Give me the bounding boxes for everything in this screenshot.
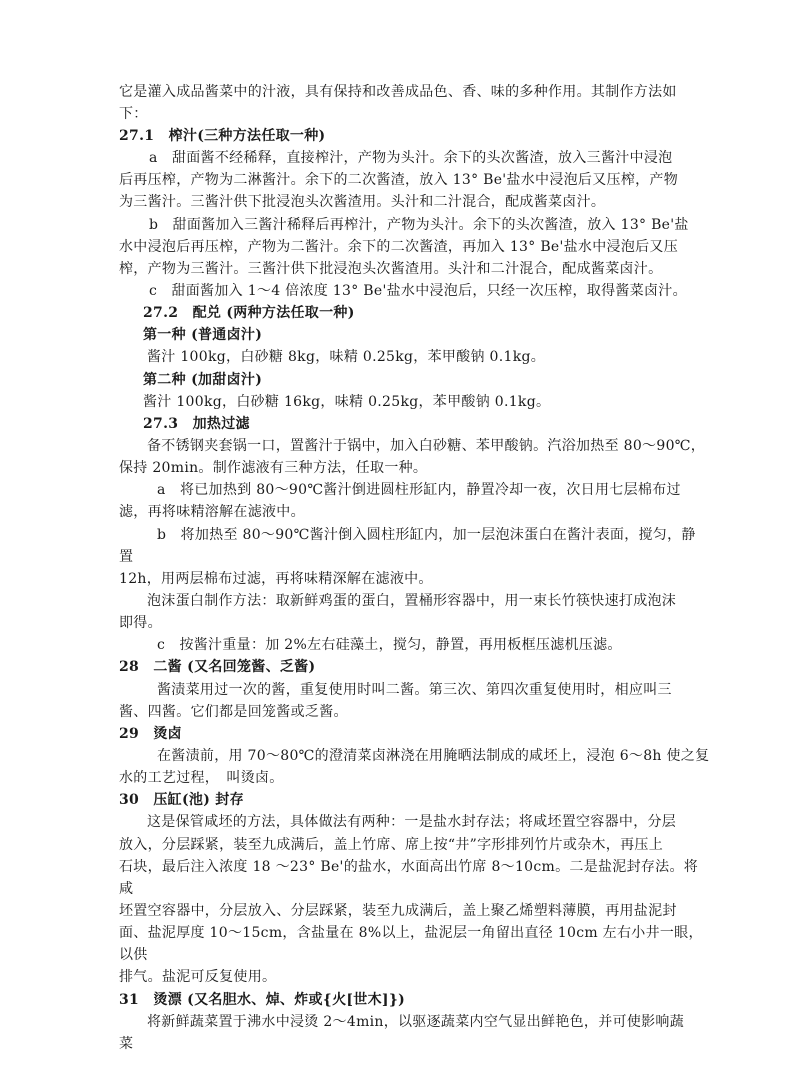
text-line: 石块，最后注入浓度 18 ～23° Be'的盐水，水面高出竹席 8～10cm。二是盐泥封存法。将 (119, 859, 699, 875)
text-line: 面、盐泥厚度 10～15cm，含盐量在 8%以上，盐泥层一角留出直径 10cm 左右小井一眼， (119, 925, 703, 941)
text-line: 酱、四酱。它们都是回笼酱或乏酱。 (119, 704, 348, 720)
text-line: 即得。 (119, 615, 162, 631)
text-line: 榨，产物为三酱汁。三酱汁供下批浸泡头次酱渣用。头汁和二汁混合，配成酱菜卤汁。 (119, 261, 663, 277)
text-line: 将新鲜蔬菜置于沸水中浸烫 2～4min，以驱逐蔬菜内空气显出鲜艳色，并可使影响蔬 (147, 1014, 685, 1030)
text-line: b 甜面酱加入三酱汁稀释后再榨汁，产物为头汁。余下的头次酱渣，放入 13° Be'盐 (149, 217, 689, 233)
subheading: 第二种 (加甜卤汁) (143, 372, 263, 388)
section-heading: 31 烫漂 (又名胆水、焯、炸或{火[世木]}) (119, 992, 406, 1008)
text-line: 为三酱汁。三酱汁供下批浸泡头次酱渣用。头汁和二汁混合，配成酱菜卤汁。 (119, 194, 606, 210)
text-line: 放入，分层踩紧，装至九成满后，盖上竹席、席上按“井”字形排列竹片或杂木，再压上 (119, 837, 664, 853)
text-line: 备不锈钢夹套锅一口，置酱汁于锅中，加入白砂糖、苯甲酸钠。汽浴加热至 80～90℃， (147, 438, 706, 454)
text-line: 排气。盐泥可反复使用。 (119, 969, 277, 985)
text-line: 水的工艺过程， 叫烫卤。 (119, 770, 284, 786)
section-heading: 28 二酱 (又名回笼酱、乏酱) (119, 659, 316, 675)
section-heading: 27.3 加热过滤 (143, 416, 250, 432)
text-line: 酱渍菜用过一次的酱，重复使用时叫二酱。第三次、第四次重复使用时，相应叫三 (157, 682, 672, 698)
subheading: 第一种 (普通卤汁) (143, 327, 263, 343)
text-line: 泡沫蛋白制作方法：取新鲜鸡蛋的蛋白，置桶形容器中，用一束长竹筷快速打成泡沫 (147, 593, 677, 609)
text-line: 在酱渍前，用 70～80℃的澄清菜卤淋浇在用腌晒法制成的咸坯上，浸泡 6～8h 使之复 (157, 748, 710, 764)
text-line: c 按酱汁重量：加 2%左右硅藻土，搅匀，静置，再用板框压滤机压滤。 (157, 637, 622, 653)
text-line: 酱汁 100kg，白砂糖 8kg，味精 0.25kg，苯甲酸钠 0.1kg。 (147, 349, 546, 365)
text-line: 以供 (119, 947, 148, 963)
text-line: a 甜面酱不经稀释，直接榨汁，产物为头汁。余下的头次酱渣，放入三酱汁中浸泡 (149, 150, 673, 166)
text-line: 酱汁 100kg，白砂糖 16kg，味精 0.25kg，苯甲酸钠 0.1kg。 (143, 394, 551, 410)
text-line: 滤，再将味精溶解在滤液中。 (119, 504, 305, 520)
text-line: 菜 (119, 1036, 134, 1052)
section-heading: 29 烫卤 (119, 726, 182, 742)
text-line: 坯置空容器中，分层放入、分层踩紧，装至九成满后，盖上聚乙烯塑料薄膜，再用盐泥封 (119, 903, 677, 919)
section-heading: 30 压缸(池) 封存 (119, 792, 244, 808)
section-heading: 27.2 配兑 (两种方法任取一种) (143, 305, 355, 321)
text-line: 后再压榨，产物为二淋酱汁。余下的二次酱渣，放入 13° Be'盐水中浸泡后又压榨，产物 (119, 172, 679, 188)
text-line: 这是保管咸坯的方法，具体做法有两种：一是盐水封存法；将咸坯置空容器中，分层 (147, 814, 677, 830)
text-line: 保持 20min。制作滤液有三种方法，任取一种。 (119, 460, 428, 476)
section-heading: 27.1 榨汁(三种方法任取一种) (119, 128, 326, 144)
text-line: b 将加热至 80～90℃酱汁倒入圆柱形缸内，加一层泡沫蛋白在酱汁表面，搅匀，静 (157, 527, 696, 543)
text-line: 它是灌入成品酱菜中的汁液，具有保持和改善成品色、香、味的多种作用。其制作方法如 (119, 84, 677, 100)
text-line: 水中浸泡后再压榨，产物为二酱汁。余下的二次酱渣，再加入 13° Be'盐水中浸泡后又压 (119, 239, 679, 255)
text-line: a 将已加热到 80～90℃酱汁倒进圆柱形缸内，静置冷却一夜，次日用七层棉布过 (157, 482, 681, 498)
text-line: c 甜面酱加入 1～4 倍浓度 13° Be'盐水中浸泡后，只经一次压榨，取得酱菜卤汁。 (149, 283, 687, 299)
text-line: 置 (119, 549, 134, 565)
text-line: 下： (119, 106, 148, 122)
text-line: 咸 (119, 881, 134, 897)
text-line: 12h，用两层棉布过滤，再将味精深解在滤液中。 (119, 571, 433, 587)
